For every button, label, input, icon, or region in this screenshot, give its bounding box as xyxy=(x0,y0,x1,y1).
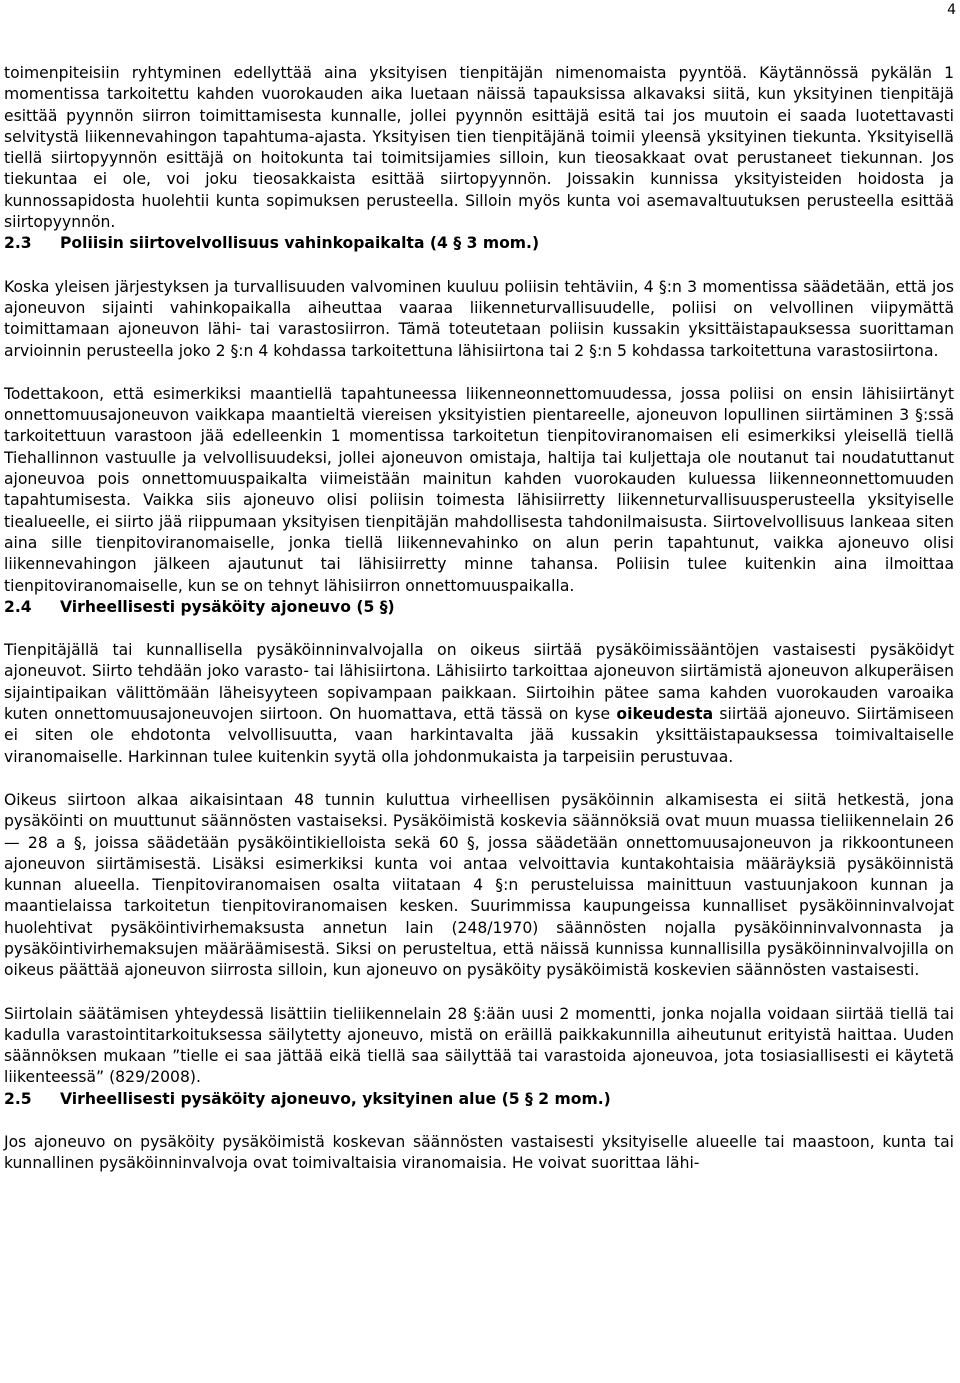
paragraph-text: siirtää ajoneuvo. Siirtämiseen ei siten ole ehdotonta velvollisuutta, vaan harkintavalta jää kussakin yksittäistapauksessa toimivaltaiselle viranomaiselle. Harkinnan tulee kuitenkin syytä olla johdonmukaista ja tarpeisiin perustuvaa. xyxy=(4,705,955,766)
paragraph-text: Tienpitäjällä tai kunnallisella pysäköinninvalvojalla on oikeus siirtää pysäköimissääntöjen vastaisesti pysäköidyt ajoneuvot. Siirto tehdään joko varasto- tai lähisiirtona. Lähisiirto tarkoittaa ajoneuvon siirtämistä ajoneuvon alkuperäisen sijaintipaikan välittömään läheisyyteen sopivampaan paikkaan. Siirtoihin pätee sama kahden vuorokauden varoaika kuten onnettomuusajoneuvojen siirtoon. On huomattava, että tässä on kyse xyxy=(4,641,954,724)
section-number: 2.5 xyxy=(4,1089,32,1108)
paragraph-example-accident: Todettakoon, että esimerkiksi maantiellä tapahtuneessa liikenneonnettomuudessa, jossa poliisi on ensin lähisiirtänyt onnettomuusajoneuvon vaikkapa maantieltä viereisen yksityistien pientareelle, ajoneuvon lopullinen siirtäminen 3 §:ssä tarkoitettuun varastoon jää edelleenkin 1 momentissa tarkoitetun tienpitoviranomaisen eli esimerkiksi yleisellä tiellä Tiehallinnon vastuulle ja velvollisuudeksi, jollei ajoneuvon omistaja, haltija tai kuljettaja ole noutanut tai noudatuttanut ajoneuvoa pois onnettomuuspaikalta viimeistään mainitun kahden vuorokauden kuluessa liikenneonnettomuuden tapahtumisesta. Vaikka siis ajoneuvo olisi poliisin toimesta lähisiirretty liikenneturvallisuusperusteella yksityiselle tiealueelle, ei siirto jää riippumaan yksityisen tienpitäjän mahdollisesta tahdonilmaisusta. Siirtovelvollisuus lankeaa siten aina sille tienpitoviranomaiselle, jonka tiellä liikennevahinko on alun perin tapahtunut, vaikka ajoneuvo olisi liikennevahingon jälkeen ajautunut tai lähisiirretty minne tahansa. Poliisin tulee kuitenkin aina ilmoittaa tienpitoviranomaiselle, kun se on tehnyt lähisiirron onnettomuuspaikalla. xyxy=(4,384,954,595)
section-heading-2-5 xyxy=(4,1089,954,1110)
emphasis-text: oikeudesta xyxy=(616,705,714,724)
paragraph-police-duty: Koska yleisen järjestyksen ja turvallisuuden valvominen kuuluu poliisin tehtäviin, 4 §:n 3 momentissa säädetään, että jos ajoneuvon sijainti vahinkopaikalla aiheuttaa vaaraa liikenneturvallisuudelle, poliisi on velvollinen viipymättä toimittamaan ajoneuvon lähi- tai varastosiirron. Tämä toteutetaan poliisin kussakin yksittäistapauksessa suorittaman arvioinnin perusteella joko 2 §:n 4 kohdassa tarkoitettuna lähisiirtona tai 2 §:n 5 kohdassa tarkoitettuna varastosiirtona. xyxy=(4,277,954,360)
section-title: Poliisin siirtovelvollisuus vahinkopaikalta (4 § 3 mom.) xyxy=(60,234,540,253)
section-heading-2-3 xyxy=(4,233,954,254)
section-number: 2.4 xyxy=(4,597,32,616)
paragraph-storage-rule: Siirtolain säätämisen yhteydessä lisättiin tieliikennelain 28 §:ään uusi 2 momentti, jonka nojalla voidaan siirtää tiellä tai kadulla varastointitarkoituksessa säilytetty ajoneuvo, mistä on eräillä paikkakunnilla aiheutunut erityistä haittaa. Uuden säännöksen mukaan ”tielle ei saa jättää eikä tiellä saa säilyttää tai varastoida ajoneuvoa, jota tosiasiallisesti ei käytetä liikenteessä” (829/2008). xyxy=(4,1004,954,1087)
section-title: Virheellisesti pysäköity ajoneuvo, yksityinen alue (5 § 2 mom.) xyxy=(60,1089,611,1108)
section-heading-2-4 xyxy=(4,597,954,618)
paragraph-private-area: Jos ajoneuvo on pysäköity pysäköimistä koskevan säännösten vastaisesti yksityiselle alueelle tai maastoon, kunta tai kunnallinen pysäköinninvalvoja ovat toimivaltaisia viranomaisia. He voivat suorittaa lähi- xyxy=(4,1133,954,1173)
paragraph-parking-right xyxy=(4,640,954,768)
section-title: Virheellisesti pysäköity ajoneuvo (5 §) xyxy=(60,597,395,616)
paragraph-48-hours: Oikeus siirtoon alkaa aikaisintaan 48 tunnin kuluttua virheellisen pysäköinnin alkamisesta ei siitä hetkestä, jona pysäköinti on muuttunut säännösten vastaiseksi. Pysäköimistä koskevia säännöksiä ovat muun muassa tieliikennelain 26 — 28 a §, joissa säädetään pysäköintikielloista sekä 60 §, jossa säädetään onnettomuusajoneuvon ja rikkoontuneen ajoneuvon siirtämisestä. Lisäksi esimerkiksi kunta voi antaa velvoittavia kuntakohtaisia määräyksiä pysäköinnistä kunnan alueella. Tienpitoviranomaisen osalta viitataan 4 §:n perusteluissa mainittuun vastuunjakoon kunnan ja maantielaissa tarkoitetun tienpitoviranomaisen kesken. Suurimmissa kaupungeissa kunnalliset pysäköinninvalvojat huolehtivat pysäköintivirhemaksusta annetun lain (248/1970) säännösten nojalla pysäköinninvalvonnasta ja pysäköintivirhemaksujen määräämisestä. Siksi on perusteltua, että näissä kunnissa kunnallisilla pysäköinninvalvojilla on oikeus päättää ajoneuvon siirrosta silloin, kun ajoneuvo on pysäköity pysäköimistä koskevien säännösten vastaisesti. xyxy=(4,790,954,980)
document-body xyxy=(4,63,954,1175)
paragraph-private-road-request: toimenpiteisiin ryhtyminen edellyttää aina yksityisen tienpitäjän nimenomaista pyyntöä. Käytännössä pykälän 1 momentissa tarkoitettu kahden vuorokauden aika luetaan näissä tapauksissa alkavaksi siitä, kun yksityinen tienpitäjä esittää pyynnön siirron toimittamisesta kunnalle, jollei pyynnön esittäjä esitä tai jos muutoin ei saada luotettavasti selvitystä liikennevahingon tapahtuma-ajasta. Yksityisen tien tienpitäjänä toimii yleensä yksityinen tiekunta. Yksityisellä tiellä siirtopyynnön esittäjä on hoitokunta tai toimitsijamies silloin, kun tieosakkaat ovat perustaneet tiekunnan. Jos tiekuntaa ei ole, voi joku tieosakkaista esittää siirtopyynnön. Joissakin kunnissa yksityisteiden hoidosta ja kunnossapidosta huolehtii kunta sopimuksen perusteella. Silloin myös kunta voi asemavaltuutuksen perusteella esittää siirtopyynnön. xyxy=(4,64,954,232)
page-number: 4 xyxy=(947,2,956,18)
section-number: 2.3 xyxy=(4,234,32,253)
